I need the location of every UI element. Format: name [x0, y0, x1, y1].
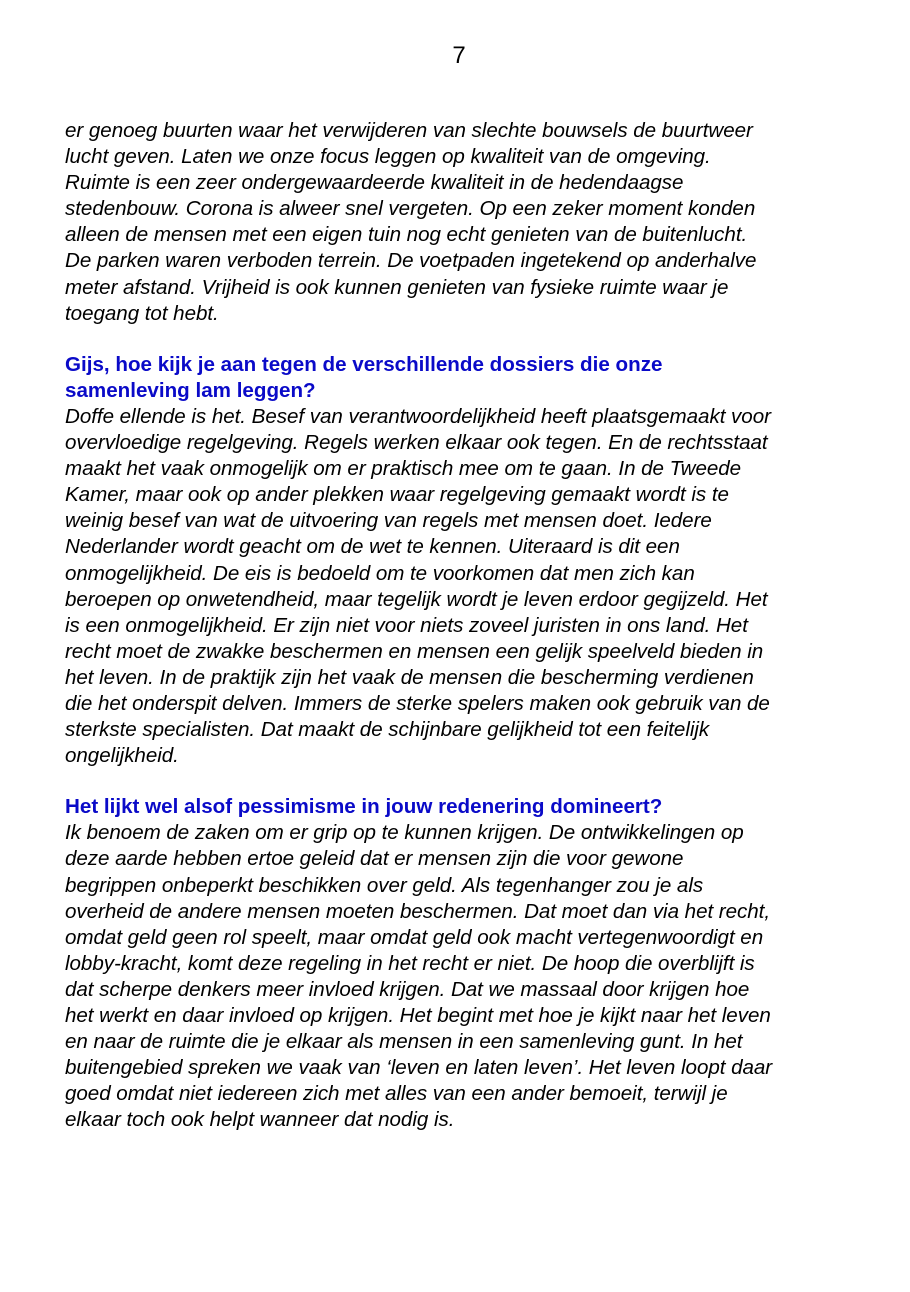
text-line: weinig besef van wat de uitvoering van regels met mensen doet. Iedere — [65, 509, 712, 533]
text-line: toegang tot hebt. — [65, 301, 219, 325]
text-line: lucht geven. Laten we onze focus leggen op kwaliteit van de omgeving. — [65, 145, 711, 169]
heading-line: Gijs, hoe kijk je aan tegen de verschillende dossiers die onze — [65, 352, 663, 376]
text-line: overvloedige regelgeving. Regels werken elkaar ook tegen. En de rechtsstaat — [65, 431, 768, 455]
text-line: lobby-kracht, komt deze regeling in het recht er niet. De hoop die overblijft is — [65, 951, 755, 975]
text-line: is een onmogelijkheid. Er zijn niet voor niets zoveel juristen in ons land. Het — [65, 613, 748, 637]
document-body — [65, 118, 885, 1133]
text-line: dat scherpe denkers meer invloed krijgen. Dat we massaal door krijgen hoe — [65, 977, 750, 1001]
question-heading-pessimism — [65, 794, 885, 820]
spacer — [65, 327, 885, 352]
answer-paragraph-pessimism — [65, 820, 885, 1133]
paragraph-intro-continuation — [65, 118, 885, 327]
text-line: Nederlander wordt geacht om de wet te kennen. Uiteraard is dit een — [65, 535, 680, 559]
text-line: het leven. In de praktijk zijn het vaak de mensen die bescherming verdienen — [65, 665, 754, 689]
text-line: recht moet de zwakke beschermen en mensen een gelijk speelveld bieden in — [65, 639, 764, 663]
text-line: Ik benoem de zaken om er grip op te kunnen krijgen. De ontwikkelingen op — [65, 821, 744, 845]
text-line: overheid de andere mensen moeten beschermen. Dat moet dan via het recht, — [65, 899, 771, 923]
spacer — [65, 769, 885, 794]
answer-paragraph-dossiers — [65, 404, 885, 769]
text-line: het werkt en daar invloed op krijgen. Het begint met hoe je kijkt naar het leven — [65, 1004, 771, 1027]
text-line: alleen de mensen met een eigen tuin nog echt genieten van de buitenlucht. — [65, 223, 748, 247]
text-line: stedenbouw. Corona is alweer snel vergeten. Op een zeker moment konden — [65, 197, 756, 221]
text-line: deze aarde hebben ertoe geleid dat er mensen zijn die voor gewone — [65, 847, 684, 871]
text-line: onmogelijkheid. De eis is bedoeld om te voorkomen dat men zich kan — [65, 561, 695, 585]
heading-line: samenleving lam leggen? — [65, 378, 316, 402]
text-line: ongelijkheid. — [65, 744, 179, 768]
text-line: er genoeg buurten waar het verwijderen van slechte bouwsels de buurtweer — [65, 119, 753, 142]
text-line: elkaar toch ook helpt wanneer dat nodig is. — [65, 1108, 455, 1132]
text-line: buitengebied spreken we vaak van ‘leven en laten leven’. Het leven loopt daar — [65, 1056, 773, 1080]
page-number: 7 — [452, 42, 466, 69]
text-line: Kamer, maar ook op ander plekken waar regelgeving gemaakt wordt is te — [65, 483, 729, 507]
text-line: Ruimte is een zeer ondergewaardeerde kwaliteit in de hedendaagse — [65, 171, 684, 195]
text-line: die het onderspit delven. Immers de sterke spelers maken ook gebruik van de — [65, 691, 770, 715]
text-line: beroepen op onwetendheid, maar tegelijk wordt je leven erdoor gegijzeld. Het — [65, 587, 768, 611]
text-line: maakt het vaak onmogelijk om er praktisch mee om te gaan. In de Tweede — [65, 457, 742, 481]
text-line: De parken waren verboden terrein. De voetpaden ingetekend op anderhalve — [65, 249, 757, 273]
text-line: meter afstand. Vrijheid is ook kunnen genieten van fysieke ruimte waar je — [65, 275, 729, 299]
text-line: begrippen onbeperkt beschikken over geld. Als tegenhanger zou je als — [65, 873, 704, 897]
text-line: sterkste specialisten. Dat maakt de schijnbare gelijkheid tot een feitelijk — [65, 718, 710, 742]
text-line: en naar de ruimte die je elkaar als mensen in een samenleving gunt. In het — [65, 1030, 743, 1054]
text-line: goed omdat niet iedereen zich met alles van een ander bemoeit, terwijl je — [65, 1082, 728, 1106]
question-heading-dossiers — [65, 352, 885, 404]
heading-line: Het lijkt wel alsof pessimisme in jouw redenering domineert? — [65, 795, 663, 819]
text-line: Doffe ellende is het. Besef van verantwoordelijkheid heeft plaatsgemaakt voor — [65, 404, 771, 428]
text-line: omdat geld geen rol speelt, maar omdat geld ook macht vertegenwoordigt en — [65, 925, 764, 949]
